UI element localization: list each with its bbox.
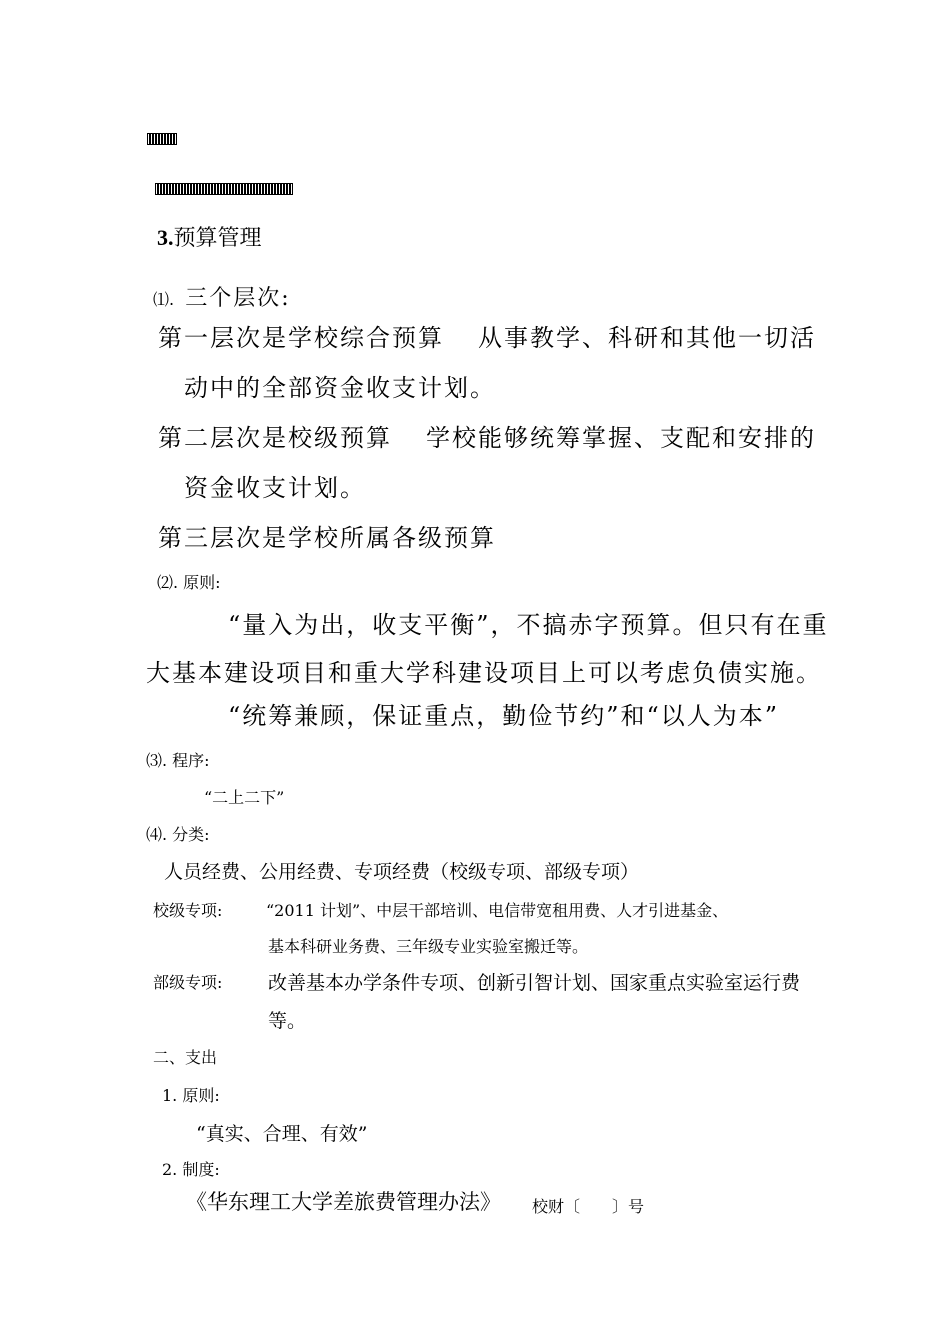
level-3-title: 第三层次是学校所属各级预算 (158, 524, 496, 552)
ministry-special-line-2: 等。 (268, 1010, 307, 1032)
level-2-desc: 学校能够统筹掌握、支配和安排的 (426, 424, 816, 452)
school-special-line-2: 基本科研业务费、三年级专业实验室搬迁等。 (268, 937, 589, 956)
classification-heading: ⑷. 分类: (146, 825, 210, 844)
principle-line-2: 大基本建设项目和重大学科建设项目上可以考虑负债实施。 (146, 659, 822, 687)
procedure-text: “二上二下” (204, 788, 285, 807)
principle-heading: ⑵. 原则: (157, 573, 221, 592)
level-1-title: 第一层次是学校综合预算 (158, 324, 444, 352)
principle-line-1: “量入为出，收支平衡”，不搞赤字预算。但只有在重 (228, 611, 829, 639)
levels-heading (153, 281, 291, 312)
expenditure-system-doc: 《华东理工大学差旅费管理办法》 (186, 1190, 501, 1214)
levels-heading-text: 三个层次: (185, 286, 291, 311)
principle-line-3: “统筹兼顾，保证重点，勤俭节约”和“以人为本” (228, 702, 780, 730)
level-1-desc-cont: 动中的全部资金收支计划。 (184, 374, 496, 402)
procedure-heading: ⑶. 程序: (146, 751, 210, 770)
section-number: 3. (157, 225, 174, 250)
ministry-special-label: 部级专项: (153, 973, 223, 992)
school-special-label: 校级专项: (153, 901, 223, 920)
missing-glyph-row-2 (155, 183, 293, 195)
school-special-line-1: “2011 计划”、中层干部培训、电信带宽租用费、人才引进基金、 (266, 901, 729, 920)
expenditure-heading: 二、支出 (153, 1048, 218, 1067)
section-title: 预算管理 (173, 226, 262, 251)
classification-text: 人员经费、公用经费、专项经费（校级专项、部级专项） (164, 861, 640, 883)
level-2-title: 第二层次是校级预算 (158, 424, 392, 452)
expenditure-principle-heading: 1. 原则: (162, 1086, 220, 1105)
expenditure-system-heading: 2. 制度: (162, 1160, 220, 1179)
level-2-desc-cont: 资金收支计划。 (184, 474, 366, 502)
ministry-special-line-1: 改善基本办学条件专项、创新引智计划、国家重点实验室运行费 (268, 972, 801, 994)
expenditure-principle-text: “真实、合理、有效” (196, 1123, 368, 1145)
expenditure-system-ref: 校财〔 〕号 (532, 1197, 645, 1216)
section-heading (157, 221, 262, 252)
level-1-desc: 从事教学、科研和其他一切活 (478, 324, 816, 352)
missing-glyph-row-1 (147, 133, 177, 145)
levels-heading-number: ⑴. (153, 290, 175, 309)
